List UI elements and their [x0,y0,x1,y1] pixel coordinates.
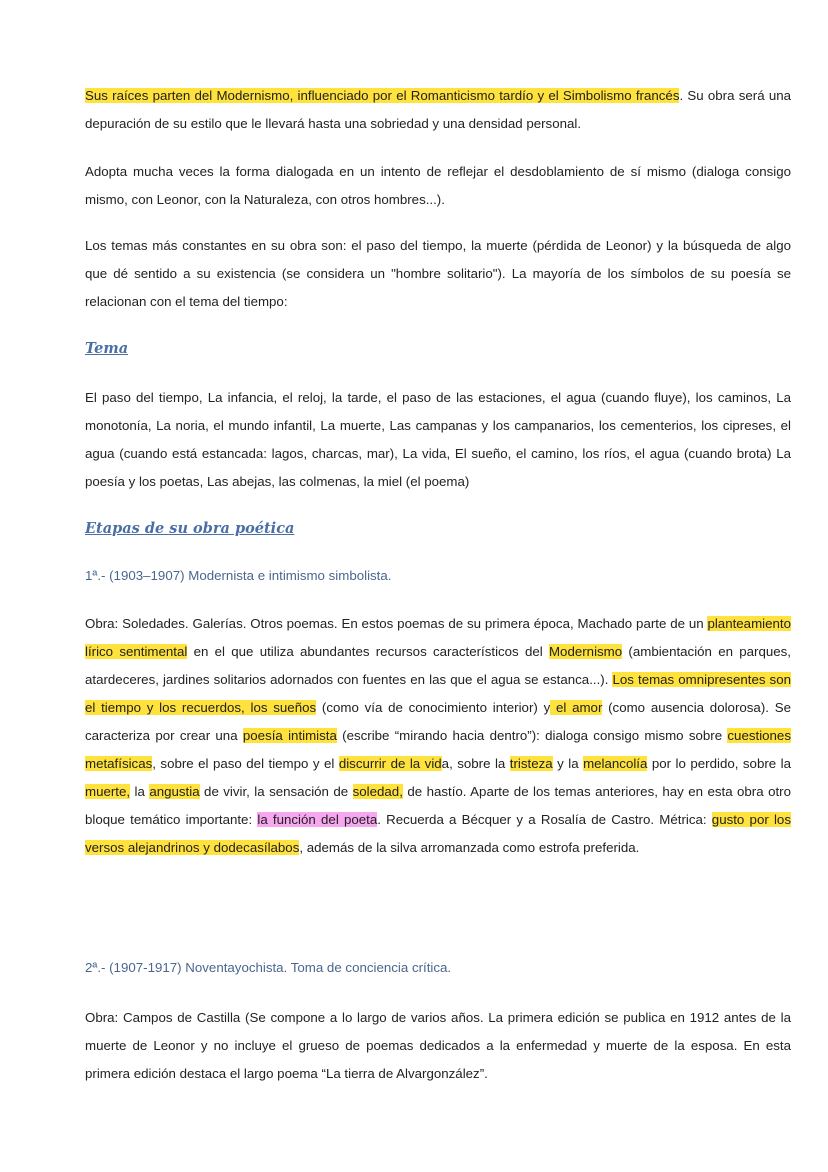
stage-2-title: 2ª.- (1907-1917) Noventayochista. Toma de conciencia crítica. [85,960,452,975]
highlight: planteamiento lírico sentimental [85,616,791,659]
highlight: cuestiones metafísicas [85,728,791,771]
intro-paragraph-2: Adopta mucha veces la forma dialogada en un intento de reflejar el desdoblamiento de sí mismo (dialoga consigo mismo, con Leonor, con la Naturaleza, con otros hombres...). [85,164,791,207]
highlight: discurrir de la vid [338,756,442,771]
highlight: Modernismo [548,644,623,659]
highlight: angustia [149,784,200,799]
highlight-pink: la función del poeta [257,812,378,827]
etapas-heading: Etapas de su obra poética [85,520,295,537]
intro-paragraph-1: Sus raíces parten del Modernismo, influenciado por el Romanticismo tardío y el Simbolismo francés. Su obra será una depuración de su estilo que le llevará hasta una sobriedad y una densidad personal. [85,88,791,131]
highlight: gusto por los versos alejandrinos y dodecasílabos [85,812,791,855]
highlight: Sus raíces parten del Modernismo, influenciado por el Romanticismo tardío y el Simbolismo francés [85,88,680,103]
stage-1-paragraph: Obra: Soledades. Galerías. Otros poemas. En estos poemas de su primera época, Machado parte de un planteamiento lírico sentimental en el que utiliza abundantes recursos característicos del Modernismo (ambientación en parques, atardeceres, jardines solitarios adornados con fuentes en las que el agua se estanca...). Los temas omnipresentes son el tiempo y los recuerdos, los sueños (como vía de conocimiento interior) y el amor (como ausencia dolorosa). Se caracteriza por crear una poesía intimista (escribe “mirando hacia dentro”): dialoga consigo mismo sobre cuestiones metafísicas, sobre el paso del tiempo y el discurrir de la vida, sobre la tristeza y la melancolía por lo perdido, sobre la muerte, la angustia de vivir, la sensación de soledad, de hastío. Aparte de los temas anteriores, hay en esta obra otro bloque temático importante: la función del poeta. Recuerda a Bécquer y a Rosalía de Castro. Métrica: gusto por los versos alejandrinos y dodecasílabos, además de la silva arromanzada como estrofa preferida. [85,616,792,855]
stage-2-paragraph: Obra: Campos de Castilla (Se compone a lo largo de varios años. La primera edición se publica en 1912 antes de la muerte de Leonor y no incluye el grueso de poemas dedicados a la enfermedad y muerte de la esposa. En esta primera edición destaca el largo poema “La tierra de Alvargonzález”. [85,1010,791,1081]
tema-heading: Tema [85,340,129,357]
stage-1-title: 1ª.- (1903–1907) Modernista e intimismo simbolista. [85,568,392,583]
tema-paragraph: El paso del tiempo, La infancia, el reloj, la tarde, el paso de las estaciones, el agua (cuando fluye), los caminos, La monotonía, La noria, el mundo infantil, La muerte, Las campanas y los campanarios, los cementerios, los cipreses, el agua (cuando está estancada: lagos, charcas, mar), La vida, El sueño, el camino, los ríos, el agua (cuando brota) La poesía y los poetas, Las abejas, las colmenas, la miel (el poema) [85,390,791,489]
intro-paragraph-3: Los temas más constantes en su obra son: el paso del tiempo, la muerte (pérdida de Leonor) y la búsqueda de algo que dé sentido a su existencia (se considera un "hombre solitario"). La mayoría de los símbolos de su poesía se relacionan con el tema del tiempo: [85,238,791,309]
highlight: soledad, [352,784,403,799]
highlight: muerte, [85,784,131,799]
highlight: poesía intimista [242,728,337,743]
highlight: melancolía [583,756,648,771]
highlight: Los temas omnipresentes son el tiempo y los recuerdos, los sueños [85,672,791,715]
highlight: el amor [550,700,603,715]
highlight: tristeza [509,756,553,771]
